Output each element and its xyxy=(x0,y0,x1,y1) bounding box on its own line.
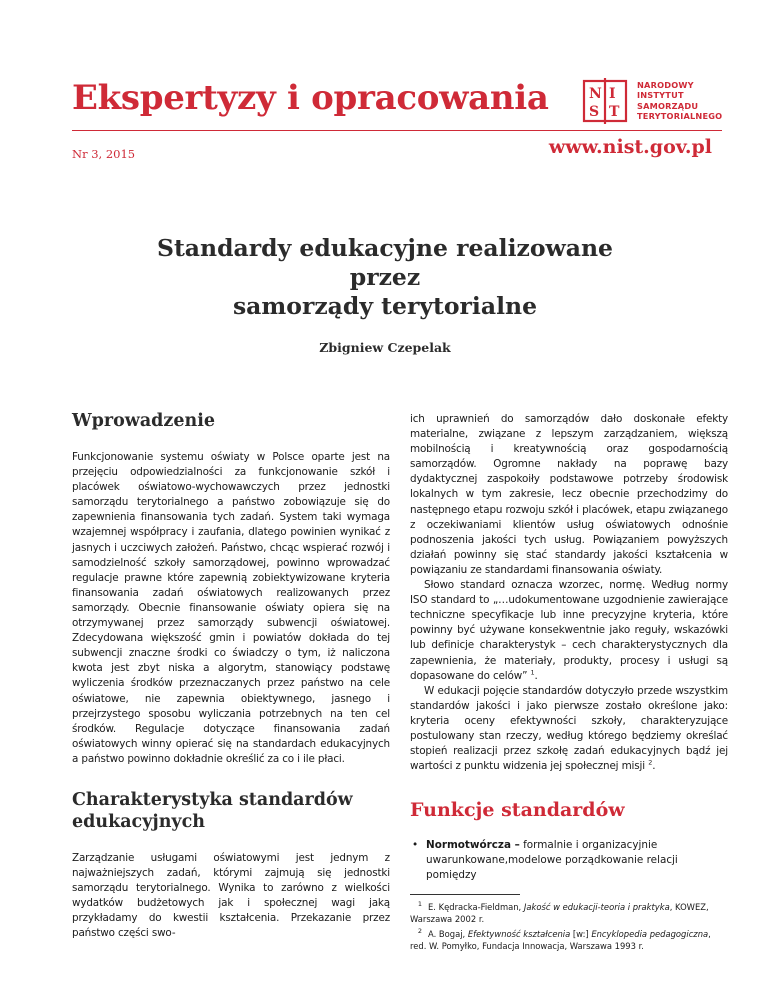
nist-logo xyxy=(580,76,740,126)
svg-text:S: S xyxy=(589,104,600,120)
section-heading-functions: Funkcje standardów xyxy=(410,799,625,822)
list-item xyxy=(410,838,728,883)
header-divider xyxy=(72,130,722,131)
bullet-term: Normotwórcza – xyxy=(426,839,520,852)
author-name: Zbigniew Czepelak xyxy=(319,340,451,355)
logo-line: INSTYTUT xyxy=(637,90,684,101)
intro-paragraph: Funkcjonowanie systemu oświaty w Polsce oparte jest na przejęciu odpowiedzialności za funkcjonowanie szkół i placówek oświatowo-wychowawczych przez jednostki samorządu terytorialnego a państwo zobowiązuje się do zapewnienia finansowania tych zadań. System taki wymaga wzajemnej współpracy i zaufania, dlatego powinien wynikać z jasnych i uczciwych założeń. Państwo, chcąc wspierać rozwój i samodzielność szkoły samorządowej, powinno wprowadzać regulacje prawne które zapewnią zobiektywizowane kryteria finansowania zadań oświatowych realizowanych przez samorządy. Obecnie finansowanie oświaty opiera się na otrzymywanej przez samorządy subwencji oświatowej. Zdecydowana większość gmin i powiatów dokłada do tej subwencji znaczne środki co świadczy o tym, iż naliczona kwota jest zbyt niska a algorytm, stanowiący podstawę wyliczenia środków przeznaczanych przez państwo na cele oświatowe, nie zapewnia obiektywnego, jasnego i przejrzystego sposobu wyliczania potrzebnych na ten cel środków. Regulacje dotyczące finansowania zadań oświatowych winny opierać się na standardach edukacyjnych a państwo powinno dokładnie określić za co i ile płaci. xyxy=(72,451,390,765)
publication-title: Ekspertyzy i opracowania xyxy=(72,78,549,118)
footnote-title: Encyklopedia pedagogiczna xyxy=(591,928,709,939)
footnote-text: , red. W. Pomyłko, Fundacja Innowacja, Warszawa 1993 r. xyxy=(410,928,711,952)
footnote-title: Efektywność kształcenia xyxy=(467,928,571,939)
logo-line: SAMORZĄDU xyxy=(637,100,699,111)
footnote-text: [w:] xyxy=(570,928,592,939)
footnote-text: A. Bogaj, xyxy=(428,928,468,939)
svg-text:I: I xyxy=(609,86,616,102)
nist-logo-mark-icon xyxy=(580,76,630,126)
footnote: 1 E. Kędracka-Fieldman, Jakość w edukacji-teoria i praktyka, KOWEZ, Warszawa 2002 r. xyxy=(410,899,709,924)
bullet-text: formalnie i organizacyjnie uwarunkowane,modelowe porządkowanie relacji pomiędzy xyxy=(426,839,678,882)
body-paragraph: W edukacji pojęcie standardów dotyczyło przede wszystkim standardów jakości i jako pierwsze zostało określone jako: kryteria oceny efektywności szkoły, charakteryzujące postulowany stan rzeczy, według którego będziemy określać stopień realizacji przez szkołę zadań edukacyjnych bądź jej wartości z punktu widzenia jej społecznej misji $^2$. xyxy=(410,684,728,773)
svg-text:N: N xyxy=(589,86,602,102)
footnote-title: Jakość w edukacji-teoria i praktyka xyxy=(523,901,670,912)
paragraph-text: W edukacji pojęcie standardów dotyczyło przede wszystkim standardów jakości i jako pierwsze zostało określone jako: kryteria oceny efektywności szkoły, charakteryzujące postulowany stan rzeczy, według którego będziemy określać stopień realizacji przez szkołę zadań edukacyjnych bądź jej wartości z punktu widzenia jej społecznej misji xyxy=(410,684,728,773)
footnote-divider xyxy=(410,894,520,895)
logo-wordmark xyxy=(637,80,722,122)
document-title-line: samorządy terytorialne xyxy=(232,292,538,320)
logo-line: NARODOWY xyxy=(637,80,694,90)
svg-text:T: T xyxy=(609,104,620,120)
document-title xyxy=(60,234,710,321)
left-column xyxy=(72,410,390,942)
issue-number: Nr 3, 2015 xyxy=(72,147,136,161)
footnote-text: E. Kędracka-Fieldman, xyxy=(428,901,524,912)
bullet-icon: • xyxy=(412,839,419,852)
characteristics-paragraph: Zarządzanie usługami oświatowymi jest jednym z najważniejszych zadań, którymi zajmują się jednostki samorządu terytorialnego. Wynika to zarówno z wielkości wydatków budżetowych jak i społecznej wagi jaką przykładamy do kwestii kształcenia. Przekazanie przez państwo części swo- xyxy=(72,851,390,940)
paragraph-text: Słowo standard oznacza wzorzec, normę. Według normy ISO standard to „…udokumentowane uzgodnienie zawierające techniczne specyfikacje lub inne precyzyjne kryteria, które powinny być używane konsekwentnie jako reguły, wskazówki lub definicje charakterystyk – cech charakterystycznych dla zapewnienia, że materiały, produkty, procesy i usługi są dopasowane do celów” xyxy=(410,579,728,682)
section-heading-characteristics: Charakterystyka standardów edukacyjnych xyxy=(72,789,353,832)
footnote-ref[interactable]: 1 xyxy=(530,668,535,677)
footnote-text: , KOWEZ, Warszawa 2002 r. xyxy=(410,901,709,924)
section-heading-intro: Wprowadzenie xyxy=(72,411,215,431)
body-paragraph: ich uprawnień do samorządów dało doskonałe efekty materialne, związane z lepszym zarządzaniem, większą mobilnością i kreatywnością oraz gospodarnością samorządów. Ogromne nakłady na poprawę bazy dydaktycznej zaspokoiły podstawowe potrzeby środowisk lokalnych w tym zakresie, lecz obecnie przechodzimy do następnego etapu rozwoju szkół i placówek, etapu związanego z oczekiwaniami klientów usług oświatowych odnośnie podnoszenia jakości tych usług. Powiązaniem powyższych działań powinny się stać standardy jakości kształcenia w powiązaniu ze standardami finansowania oświaty. xyxy=(410,413,728,576)
footnote-ref[interactable]: 2 xyxy=(648,758,653,767)
right-column xyxy=(410,412,728,955)
footnote: 2 A. Bogaj, Efektywność kształcenia [w:] Encyklopedia pedagogiczna, red. W. Pomyłko, Fundacja Innowacja, Warszawa 1993 r. xyxy=(410,927,711,952)
website-link[interactable]: www.nist.gov.pl xyxy=(548,136,712,158)
body-paragraph: Słowo standard oznacza wzorzec, normę. Według normy ISO standard to „…udokumentowane uzgodnienie zawierające techniczne specyfikacje lub inne precyzyjne kryteria, które powinny być używane konsekwentnie jako reguły, wskazówki lub definicje charakterystyk – cech charakterystycznych dla zapewnienia, że materiały, produkty, procesy i usługi są dopasowane do celów” $^1$. xyxy=(410,579,728,682)
document-title-line: przez xyxy=(349,263,421,291)
document-title-line: Standardy edukacyjne realizowane xyxy=(156,234,614,262)
logo-line: TERYTORIALNEGO xyxy=(637,111,723,122)
